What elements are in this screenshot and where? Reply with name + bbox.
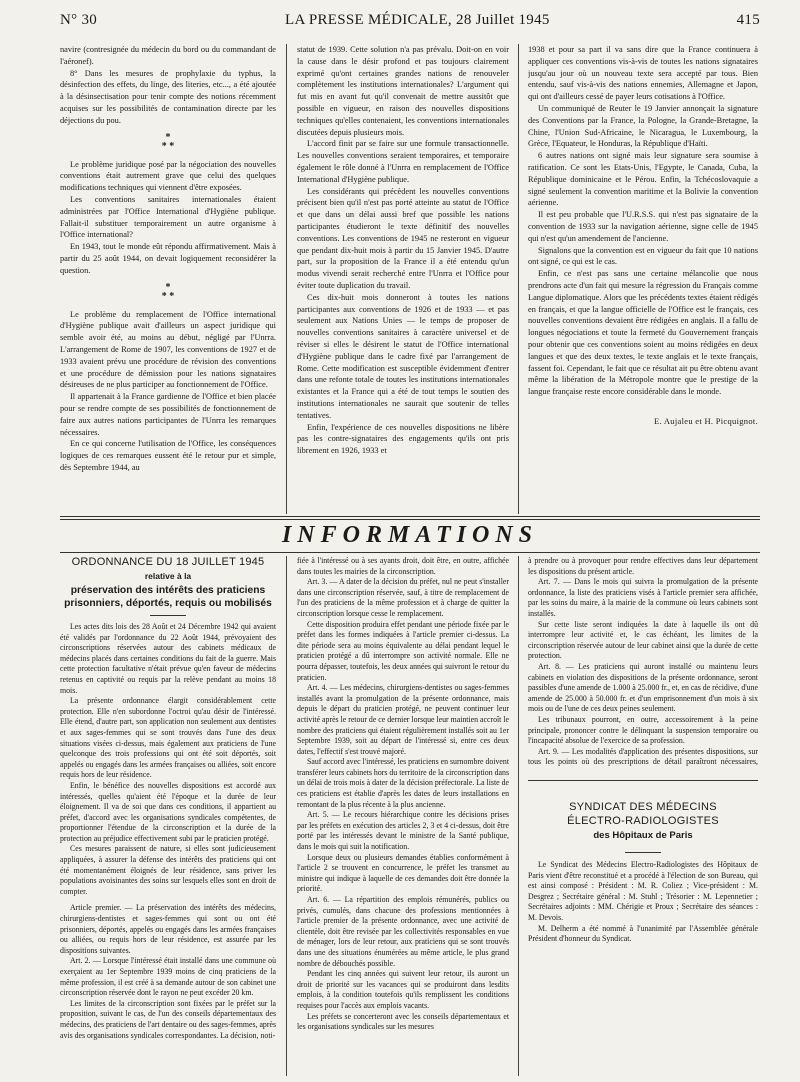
paragraph: Les limites de la circonscription sont fixées par le préfet sur la proposition, suivant le cas, de l'un des conseils départementaux des médecins, des praticiens de l'art dentaire ou des sages-femmes, après avis des organisations syndicales correspondantes. La décision, noti- [60,998,276,1040]
paragraph: navire (contresignée du médecin du bord ou du commandant de l'aéronef). [60,45,276,66]
paragraph: Les tribunaux pourront, en outre, accessoirement à la peine principale, prononcer contre le délinquant la suspension temporaire ou l'incapacité absolue de l'exercice de sa profession. [528,714,758,746]
article-column-3 [528,44,758,514]
short-rule [625,852,661,853]
paragraph: 1938 et pour sa part il va sans dire que la France continuera à appliquer ces conventions vis-à-vis de toutes les nations signataires jusqu'au jour où un nouveau texte sera accepté par tous. Bien entendu, sauf vis-à-vis des nations ennemies, Allemagne et Japon, qui ont d'ailleurs cessé de payer leurs cotisations à l'Office. [528,45,758,102]
paragraph: Sauf accord avec l'intéressé, les praticiens en surnombre doivent transférer leurs cabinets hors du territoire de la circonscription dans un délai de trois mois à dater de la décision préfectorale. La liste de ces praticiens est établie d'après les dates de leurs installations en remontant de la plus récente à la plus ancienne. [297,757,509,809]
syndicat-title-line-2: ÉLECTRO-RADIOLOGISTES [567,815,719,827]
paragraph: Art. 7. — Dans le mois qui suivra la promulgation de la présente ordonnance, la liste des praticiens visés à l'article premier sera affichée, par les soins du maire, à la mairie de la commune où leurs cabinets sont installés. [528,577,758,618]
paragraph: Art. 3. — A dater de la décision du préfet, nul ne peut s'installer dans une circonscription réservée, sauf, à titre de remplacement de l'un des praticiens de la même profession et à charge de quitter la circonscription lorsque cesse le remplacement. [297,577,509,618]
syndicat-body [528,860,758,970]
paragraph: Enfin, l'expérience de ces nouvelles dispositions ne libère pas les contre-signataires des engagements qu'ils ont pris librement en 1926, 1933 et [297,422,509,456]
ordonnance-heading-text: préservation des intérêts des praticiens prisonniers, déportés, requis ou mobilisés [64,585,272,609]
paragraph: Sur cette liste seront indiquées la date à laquelle ils ont dû interrompre leur activité et, le cas échéant, les limites de la circonscription réservée autour de leur cabinet ainsi que la durée de cette protection. [528,619,758,661]
paragraph: Les actes dits lois des 28 Août et 24 Décembre 1942 qui avaient été validés par l'ordonnance du 22 Août 1944, prévoyaient des circonscriptions réservées autour des cabinets médicaux de médecins placés dans certaines conditions du fait de la guerre. Mais cette protection facultative n'était prévue qu'en faveur de médecins retenus en captivité ou requis par la relève pendant au moins 18 mois. [60,622,276,695]
paragraph: M. Delherm a été nommé à l'unanimité par l'Assemblée générale Président d'honneur du Syndicat. [528,923,758,944]
paragraph: Art. 6. — La répartition des emplois rémunérés, publics ou privés, cumulés, dans chacune des professions mentionnées à l'article premier de la présente ordonnance, avec une activité de clientèle, doit être revisée par les collectivités responsables en vue de ménager, lors de leur retour, aux praticiens qui se sont trouvés dans une des situations énumérées au même article, le plus grand nombre de débouchés possible. [297,895,509,968]
paragraph: Cette disposition produira effet pendant une période fixée par le préfet dans les formes indiquées à l'article premier ci-dessus. La dite période sera au moins équivalente au délai pendant lequel le praticien protégé a dû interrompre son activité normale. Elle ne pourra dépasser, toutefois, les deux années qui suivront le retour du praticien. [297,619,509,682]
section-rule [60,552,760,553]
paragraph: Art. 8. — Les praticiens qui auront installé ou maintenu leurs cabinets en violation des dispositions de la présente ordonnance, seront passibles d'une amende de 1.000 à 25.000 fr., et, en cas de récidive, d'une amende de 25.000 à 50.000 fr. et d'un emprisonnement d'un mois à six mois ou de l'une de ces deux peines seulement. [528,661,758,714]
paragraph: Il est peu probable que l'U.R.S.S. qui n'est pas signataire de la convention de 1933 sur la navigation aérienne, signe celle de 1945 qui n'est qu'un amendement de l'ancienne. [528,210,758,243]
paragraph: Signalons que la convention est en vigueur du fait que 10 nations ont signé, ce qui est le cas. [528,245,758,267]
syndicat-title-line-1: SYNDICAT DES MÉDECINS [569,801,717,813]
paragraph: Les préfets se concerteront avec les conseils départementaux et les organisations syndicales sur les mesures [297,1011,509,1032]
author-signature: E. Aujaleu et H. Picquignot. [653,415,758,426]
paragraph: Pendant les cinq années qui suivent leur retour, ils auront un droit de priorité sur les vacances qui se produiront dans lesdits emplois, à la condition toutefois qu'ils remplissent les conditions requises pour l'accès aux emplois vacants. [297,969,509,1010]
article-column-2 [297,44,509,514]
column-divider [518,44,519,514]
syndicat-heading [528,800,758,841]
paragraph: 8° Dans les mesures de prophylaxie du typhus, la désinfection des effets, du linge, des literies, etc..., a été ajoutée à la désinsectisation pour tenir compte des notions récemment acquises sur les possibilités de contamination directe par les déjections du pou. [60,68,276,125]
informations-banner: INFORMATIONS [281,522,539,548]
page-number: 415 [736,12,760,28]
ordonnance-column-3 [528,556,758,766]
syndicat-title-line-3: des Hôpitaux de Paris [593,830,693,841]
paragraph: fiée à l'intéressé ou à ses ayants droit, doit être, en outre, affichée dans toutes les mairies de la circonscription. [297,556,509,576]
ordonnance-heading [60,556,276,610]
column-divider [286,556,287,1076]
section-rule [528,780,758,781]
paragraph: Le problème juridique posé par la négociation des nouvelles conventions était autrement grave que celui des quelques modifications techniques qui viennent d'être exposées. [60,159,276,193]
issue-number: N° 30 [60,12,98,28]
paragraph: Article premier. — La préservation des intérêts des médecins, chirurgiens-dentistes et sages-femmes qui sont ou ont été prisonniers, déportés, appelés ou engagés dans les armées françaises ou alliées, ou requis hors de leur résidence, est assurée par les dispositions suivantes. [60,903,276,955]
short-rule [150,615,186,616]
ordonnance-column-2 [297,556,509,1074]
paragraph: statut de 1939. Cette solution n'a pas prévalu. Doit-on en voir la cause dans le désir profond et pas toujours clairement exprimé qu'ont certaines grandes nations de renouveler complètement les institutions internationales? L'argument qui fut mis en avant fut qu'il convenait de mettre aussitôt que possible en vigueur, en raison des nouvelles dispositions techniques qu'elles contenaient, les conventions internationales discutées depuis plusieurs mois. [297,45,509,137]
section-rule [60,516,760,517]
paragraph: L'accord finit par se faire sur une formule transactionnelle. Les nouvelles conventions seraient temporaires, et temporaire également le rôle donné à l'Unrra en remplacement de l'Office International d'Hygiène publique. [297,139,509,184]
paragraph: Les conventions sanitaires internationales étaient administrées par l'Office International d'Hygiène publique. Fallait-il substituer temporairement un autre organisme à l'Office international? [60,194,276,240]
section-stars: * * * [161,131,175,152]
paragraph: Il appartenait à la France gardienne de l'Office et bien placée pour se rendre compte de ses possibilités de fonctionnement de faire aux autres nations participantes de l'Unrra les remarques nécessaires. [60,392,276,437]
paragraph: Lorsque deux ou plusieurs demandes établies conformément à l'article 2 se trouvent en concurrence, le préfet les transmet au ministre qui indique à laquelle de ces demandes doit être donnée la priorité. [297,852,509,894]
paragraph: Enfin, le bénéfice des nouvelles dispositions est accordé aux intéressés, quelles qu'aient été l'époque et la durée de leur éloignement. Il va de soi que dans ces conditions, il appartient au préfet, d'accord avec les organisations syndicales compétentes, de proportionner l'étendue de la circonscription et la durée de la protection au préjudice effectivement subi par le praticien protégé. [60,780,276,843]
paragraph: Le Syndicat des Médecins Electro-Radiologistes des Hôpitaux de Paris vient d'être reconstitué et a procédé à l'élection de son Bureau, qui est ainsi composé : Président : M. R. Coliez ; Vice-président : M. Desgrez ; Secrétaire général : M. Stuhl ; Trésorier : M. Lepennetier ; Secrétaires adjoints : MM. Chérigie et Proux ; Secrétaire des séances : M. Devois. [528,860,758,922]
paragraph: Ces dix-huit mois donneront à toutes les nations participantes aux conventions de 1926 et de 1933 — et pas seulement aux Nations Unies — le temps de proposer de nouvelles conventions sanitaires à caractère universel et de réviser si elles le désirent le statut de l'Office international d'Hygiène publique dans le cadre fixé par l'arrangement de Rome. Cette modification est susceptible évidemment d'entrer dans une refonte totale de toutes les institutions internationales existantes et la France qui a été de tout temps le soutien des institutions internationales ne saurait que soutenir de telles tentatives. [297,292,509,420]
paragraph: Art. 2. — Lorsque l'intéressé était installé dans une commune où exerçaient au 1er Septembre 1939 moins de cinq praticiens de la même profession, il est créé à sa demande autour de son cabinet une circonscription réservée dont le rayon ne peut excéder 20 km. [60,956,276,998]
paragraph: Art. 9. — Les modalités d'application des présentes dispositions, sur tous les points où des prescriptions de détail paraîtront nécessaires, [528,746,758,766]
section-stars: * * * [161,281,175,302]
paragraph: 6 autres nations ont signé mais leur signature sera soumise à ratification. Ce sont les Etats-Unis, l'Egypte, le Canada, Cuba, la République dominicaine et le Pérou. Enfin, la Tchécoslovaquie a signé seulement la convention maritime et la Bolivie la convention aérienne. [528,151,758,208]
paragraph: Les considérants qui précèdent les nouvelles conventions précisent bien qu'il n'est pas porté atteinte au statut de l'Office et que dans un délai aussi bref que possible les nations participantes étudieront le texte définitif des nouvelles conventions. Les conventions de 1945 ne resteront en vigueur que pendant dix-huit mois à partir du 15 Janvier 1945. D'autre part, sur la proposition de la France il a été entendu qu'un modus vivendi serait recherché entre l'Unrra et l'Office pour éviter toute duplication du travail. [297,186,509,290]
paragraph: En ce qui concerne l'utilisation de l'Office, les conséquences logiques de ces remarques eussent été le retour pur et simple, dès Septembre 1944, au [60,439,276,472]
running-header [60,12,760,36]
paragraph: La présente ordonnance élargit considérablement cette protection. Elle n'en subordonne l'octroi qu'au désir de l'intéressé. Elle étend, d'autre part, son application non seulement aux dentistes et aux sages-femmes qui se sont trouvés dans l'une des deux situations visées ci-dessus, mais également aux praticiens de l'une quelconque des trois professions qui ont été soit déportés, soit appelés ou engagés dans les armées françaises ou alliées, soit encore requis hors de leur résidence. [60,696,276,780]
paragraph: Ces mesures paraissent de nature, si elles sont judicieusement appliquées, à assurer la défense des intérêts des praticiens qui ont été momentanément éloignés de leur résidence, sans priver les populations avoisinantes des soins sur lesquels elles sont en droit de compter. [60,844,276,896]
column-divider [286,44,287,514]
ordonnance-subtitle: relative à la [144,571,192,581]
paragraph: Art. 4. — Les médecins, chirurgiens-dentistes ou sages-femmes installés avant la promulgation de la présente ordonnance, mais depuis le départ du praticien protégé, ne peuvent continuer leur activité après le retour de ce dernier lorsque leur maintien accroît le nombre des praticiens qui étaient régulièrement installés soit au 1er Septembre 1939, soit au départ de l'intéressé si, entre ces deux dates, l'effectif s'est trouvé majoré. [297,683,509,756]
paragraph: Un communiqué de Reuter le 19 Janvier annonçait la signature des Conventions par la France, la Pologne, la Grande-Bretagne, la Chine, l'Union Sud-Africaine, le Nicaragua, le Luxembourg, la Grèce, l'Equateur, le Honduras, la République d'Haïti. [528,103,758,149]
column-divider [518,556,519,1076]
paragraph: Art. 5. — Le recours hiérarchique contre les décisions prises par les préfets en exécution des articles 2, 3 et 4 ci-dessus, doit être porté par les intéressés devant le ministre de la Santé publique, dans le mois qui suit la notification. [297,810,509,852]
paragraph: Le problème du remplacement de l'Office international d'Hygiène publique avait d'ailleurs un aspect juridique qui semble avoir été, au moins au début, négligé par l'Unrra. L'arrangement de Rome de 1907, les conventions de 1927 et de 1933 avaient prévu une procédure de révision des conventions et une procédure de démission pour les nations signataires désireuses de ne plus participer au fonctionnement de l'Office. [60,309,276,390]
article-column-1 [60,44,276,486]
paragraph: En 1943, tout le monde eût répondu affirmativement. Mais à partir du 25 août 1944, on devait logiquement reconsidérer la question. [60,242,276,275]
paragraph: Enfin, ce n'est pas sans une certaine mélancolie que nous prendrons acte d'un fait qui mesure la régression du Français comme Langue diplomatique. Alors que les précédents textes étaient rédigés en français, et que la langue officielle de l'Office est le français, ces nouvelles conventions devaient être rédigées en anglais. Il a fallu de longues négociations et toute la fermeté du Gouvernement français pour obtenir que ces conventions soient au moins rédigées en deux langues et que des deux textes, le texte anglais et le texte français, fassent foi. Cependant, le fait que ce résultat ait pu être obtenu avant même la libération de la Métropole montre que le prestige de la langue française reste encore considérable dans le monde. [528,269,758,397]
paragraph: à prendre ou à provoquer pour rendre effectives dans leur département les dispositions du présent article. [528,556,758,576]
journal-title: LA PRESSE MÉDICALE, 28 Juillet 1945 [285,12,550,28]
ordonnance-title: ORDONNANCE DU 18 JUILLET 1945 [71,556,265,568]
ordonnance-column-1 [60,622,276,1074]
